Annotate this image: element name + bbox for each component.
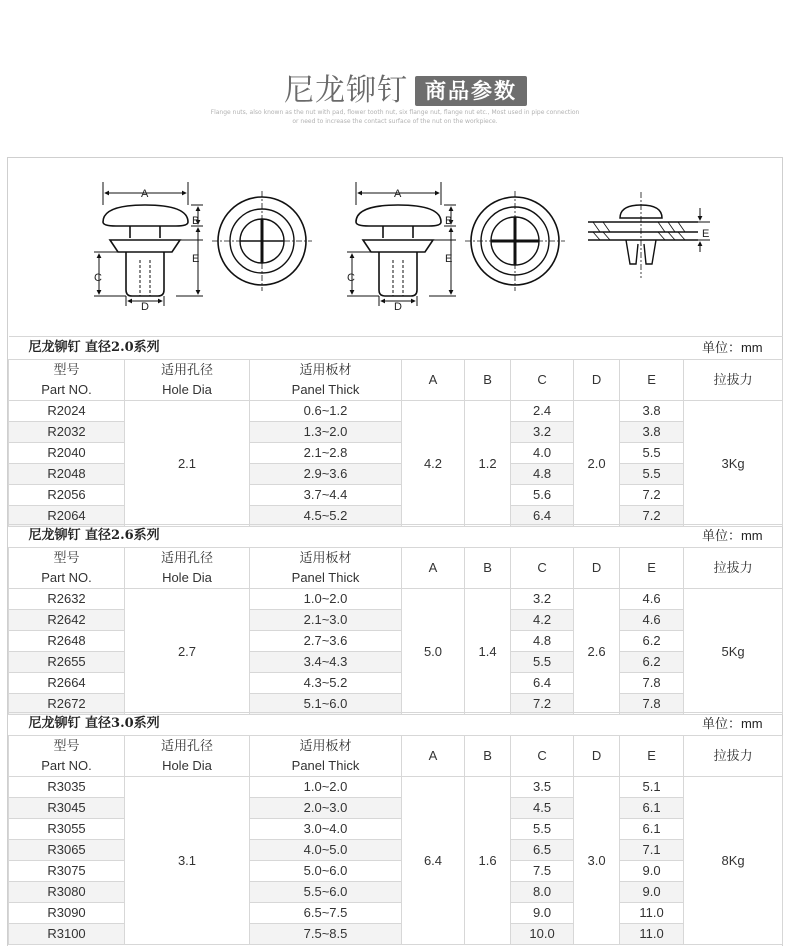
col-a: A bbox=[402, 548, 465, 589]
cell-a: 5.0 bbox=[402, 589, 465, 715]
cell-panel: 2.9~3.6 bbox=[250, 464, 402, 485]
cell-e: 7.8 bbox=[620, 694, 684, 715]
col-pull: 拉拔力 bbox=[684, 736, 783, 777]
cell-panel: 2.7~3.6 bbox=[250, 631, 402, 652]
cell-e: 5.1 bbox=[620, 777, 684, 798]
col-panel bbox=[250, 360, 402, 401]
cell-panel: 5.1~6.0 bbox=[250, 694, 402, 715]
section-header bbox=[9, 713, 783, 736]
cell-e: 7.1 bbox=[620, 840, 684, 861]
table-row bbox=[9, 777, 783, 798]
col-d: D bbox=[574, 360, 620, 401]
col-model bbox=[9, 736, 125, 777]
cell-panel: 1.0~2.0 bbox=[250, 589, 402, 610]
cell-part: R2642 bbox=[9, 610, 125, 631]
cell-e: 9.0 bbox=[620, 861, 684, 882]
cell-d: 2.0 bbox=[574, 401, 620, 527]
cell-e: 9.0 bbox=[620, 882, 684, 903]
col-panel-en: Panel Thick bbox=[291, 382, 360, 397]
col-hole-en: Hole Dia bbox=[162, 570, 212, 585]
col-model-cn: 型号 bbox=[53, 550, 80, 565]
spec-table-2-6 bbox=[8, 524, 783, 715]
cell-hole: 2.7 bbox=[125, 589, 250, 715]
col-panel-cn: 适用板材 bbox=[299, 738, 352, 753]
cell-c: 4.5 bbox=[511, 798, 574, 819]
cell-part: R2664 bbox=[9, 673, 125, 694]
cell-part: R2672 bbox=[9, 694, 125, 715]
cell-part: R3075 bbox=[9, 861, 125, 882]
col-e: E bbox=[620, 548, 684, 589]
section-header bbox=[9, 337, 783, 360]
cell-c: 7.2 bbox=[511, 694, 574, 715]
cell-part: R3045 bbox=[9, 798, 125, 819]
cell-panel: 4.0~5.0 bbox=[250, 840, 402, 861]
col-panel bbox=[250, 548, 402, 589]
col-hole bbox=[125, 548, 250, 589]
cell-e: 11.0 bbox=[620, 924, 684, 945]
cell-panel: 3.7~4.4 bbox=[250, 485, 402, 506]
col-e: E bbox=[620, 360, 684, 401]
cell-pull: 5Kg bbox=[684, 589, 783, 715]
col-b: B bbox=[465, 736, 511, 777]
column-header-row bbox=[9, 736, 783, 777]
cell-c: 5.5 bbox=[511, 652, 574, 673]
cell-a: 6.4 bbox=[402, 777, 465, 945]
cell-panel: 1.0~2.0 bbox=[250, 777, 402, 798]
label-e-2: E bbox=[445, 253, 453, 265]
col-hole bbox=[125, 360, 250, 401]
cell-panel: 4.5~5.2 bbox=[250, 506, 402, 527]
cell-panel: 6.5~7.5 bbox=[250, 903, 402, 924]
spec-table-2-0 bbox=[8, 336, 783, 527]
cell-panel: 7.5~8.5 bbox=[250, 924, 402, 945]
rivet-installed-view bbox=[588, 192, 710, 278]
cell-part: R3090 bbox=[9, 903, 125, 924]
col-model bbox=[9, 360, 125, 401]
section-unit: 单位：mm bbox=[511, 713, 783, 736]
cell-c: 5.5 bbox=[511, 819, 574, 840]
cell-c: 4.2 bbox=[511, 610, 574, 631]
cell-e: 4.6 bbox=[620, 610, 684, 631]
col-panel-en: Panel Thick bbox=[291, 758, 360, 773]
cell-panel: 4.3~5.2 bbox=[250, 673, 402, 694]
subtitle-line-1: Flange nuts, also known as the nut with pad, flower tooth nut, six flange nut, flange nut etc., Most used in pipe connection bbox=[210, 109, 580, 116]
cell-c: 7.5 bbox=[511, 861, 574, 882]
col-pull: 拉拔力 bbox=[684, 360, 783, 401]
cell-c: 3.5 bbox=[511, 777, 574, 798]
cell-part: R2648 bbox=[9, 631, 125, 652]
page-header bbox=[0, 72, 790, 112]
cell-part: R2632 bbox=[9, 589, 125, 610]
section-title: 尼龙铆钉 直径3.0系列 bbox=[9, 713, 511, 736]
cell-e: 3.8 bbox=[620, 422, 684, 443]
cell-c: 6.5 bbox=[511, 840, 574, 861]
col-d: D bbox=[574, 548, 620, 589]
page-title: 尼龙铆钉 bbox=[284, 73, 408, 108]
cell-e: 5.5 bbox=[620, 443, 684, 464]
label-a-1: A bbox=[141, 188, 149, 200]
page-subtitle bbox=[0, 108, 790, 126]
cell-part: R3035 bbox=[9, 777, 125, 798]
section-title: 尼龙铆钉 直径2.6系列 bbox=[9, 525, 511, 548]
cell-panel: 3.4~4.3 bbox=[250, 652, 402, 673]
col-pull: 拉拔力 bbox=[684, 548, 783, 589]
cell-part: R3055 bbox=[9, 819, 125, 840]
cell-panel: 2.1~2.8 bbox=[250, 443, 402, 464]
col-hole-en: Hole Dia bbox=[162, 382, 212, 397]
cell-c: 2.4 bbox=[511, 401, 574, 422]
label-e-1: E bbox=[192, 253, 200, 265]
cell-e: 3.8 bbox=[620, 401, 684, 422]
cell-e: 11.0 bbox=[620, 903, 684, 924]
col-model-en: Part NO. bbox=[41, 570, 92, 585]
cell-part: R2032 bbox=[9, 422, 125, 443]
cell-c: 10.0 bbox=[511, 924, 574, 945]
section-header bbox=[9, 525, 783, 548]
label-d-2: D bbox=[394, 301, 402, 313]
cell-e: 4.6 bbox=[620, 589, 684, 610]
col-panel-en: Panel Thick bbox=[291, 570, 360, 585]
col-model-cn: 型号 bbox=[53, 362, 80, 377]
cell-part: R2064 bbox=[9, 506, 125, 527]
cell-e: 7.2 bbox=[620, 506, 684, 527]
section-unit: 单位：mm bbox=[511, 337, 783, 360]
col-hole-cn: 适用孔径 bbox=[160, 738, 213, 753]
rivet-side-view-2 bbox=[347, 182, 456, 306]
cell-c: 3.2 bbox=[511, 422, 574, 443]
cell-c: 4.8 bbox=[511, 631, 574, 652]
cell-panel: 2.1~3.0 bbox=[250, 610, 402, 631]
section-unit: 单位：mm bbox=[511, 525, 783, 548]
cell-part: R2040 bbox=[9, 443, 125, 464]
cell-e: 6.2 bbox=[620, 652, 684, 673]
col-model bbox=[9, 548, 125, 589]
cell-part: R3100 bbox=[9, 924, 125, 945]
cell-part: R3080 bbox=[9, 882, 125, 903]
cell-c: 5.6 bbox=[511, 485, 574, 506]
col-b: B bbox=[465, 360, 511, 401]
rivet-drawings-svg bbox=[8, 160, 782, 334]
label-a-2: A bbox=[394, 188, 402, 200]
cell-hole: 3.1 bbox=[125, 777, 250, 945]
col-model-en: Part NO. bbox=[41, 758, 92, 773]
cell-part: R2048 bbox=[9, 464, 125, 485]
label-b-2: B bbox=[445, 215, 453, 227]
spec-table-3-0 bbox=[8, 712, 783, 945]
technical-drawings bbox=[8, 160, 782, 334]
cell-e: 7.8 bbox=[620, 673, 684, 694]
table-row bbox=[9, 401, 783, 422]
rivet-side-view-1 bbox=[94, 182, 203, 306]
cell-panel: 0.6~1.2 bbox=[250, 401, 402, 422]
cell-part: R3065 bbox=[9, 840, 125, 861]
cell-part: R2024 bbox=[9, 401, 125, 422]
label-e-3: E bbox=[702, 228, 710, 240]
cell-c: 4.8 bbox=[511, 464, 574, 485]
column-header-row bbox=[9, 360, 783, 401]
cell-e: 6.1 bbox=[620, 798, 684, 819]
cell-e: 6.2 bbox=[620, 631, 684, 652]
cell-hole: 2.1 bbox=[125, 401, 250, 527]
col-hole-cn: 适用孔径 bbox=[160, 550, 213, 565]
col-a: A bbox=[402, 736, 465, 777]
cell-b: 1.2 bbox=[465, 401, 511, 527]
cell-c: 8.0 bbox=[511, 882, 574, 903]
label-c-2: C bbox=[347, 272, 355, 284]
col-a: A bbox=[402, 360, 465, 401]
col-hole bbox=[125, 736, 250, 777]
cell-e: 6.1 bbox=[620, 819, 684, 840]
cell-part: R2056 bbox=[9, 485, 125, 506]
cell-d: 3.0 bbox=[574, 777, 620, 945]
rivet-top-view-1 bbox=[212, 191, 312, 291]
cell-panel: 3.0~4.0 bbox=[250, 819, 402, 840]
cell-pull: 3Kg bbox=[684, 401, 783, 527]
col-panel-cn: 适用板材 bbox=[299, 362, 352, 377]
cell-pull: 8Kg bbox=[684, 777, 783, 945]
cell-c: 3.2 bbox=[511, 589, 574, 610]
cell-c: 9.0 bbox=[511, 903, 574, 924]
column-header-row bbox=[9, 548, 783, 589]
col-model-cn: 型号 bbox=[53, 738, 80, 753]
cell-a: 4.2 bbox=[402, 401, 465, 527]
cell-e: 5.5 bbox=[620, 464, 684, 485]
cell-c: 6.4 bbox=[511, 673, 574, 694]
col-panel-cn: 适用板材 bbox=[299, 550, 352, 565]
cell-e: 7.2 bbox=[620, 485, 684, 506]
col-panel bbox=[250, 736, 402, 777]
col-hole-cn: 适用孔径 bbox=[160, 362, 213, 377]
col-model-en: Part NO. bbox=[41, 382, 92, 397]
cell-c: 4.0 bbox=[511, 443, 574, 464]
cell-b: 1.6 bbox=[465, 777, 511, 945]
table-row bbox=[9, 589, 783, 610]
col-c: C bbox=[511, 548, 574, 589]
cell-panel: 2.0~3.0 bbox=[250, 798, 402, 819]
col-b: B bbox=[465, 548, 511, 589]
title-badge: 商品参数 bbox=[415, 76, 527, 106]
label-c-1: C bbox=[94, 272, 102, 284]
cell-panel: 1.3~2.0 bbox=[250, 422, 402, 443]
subtitle-line-2: or need to increase the contact surface of the nut on the workpiece. bbox=[292, 118, 498, 125]
col-hole-en: Hole Dia bbox=[162, 758, 212, 773]
cell-panel: 5.0~6.0 bbox=[250, 861, 402, 882]
col-d: D bbox=[574, 736, 620, 777]
rivet-top-view-2 bbox=[465, 191, 565, 291]
cell-b: 1.4 bbox=[465, 589, 511, 715]
section-title: 尼龙铆钉 直径2.0系列 bbox=[9, 337, 511, 360]
cell-part: R2655 bbox=[9, 652, 125, 673]
label-b-1: B bbox=[192, 215, 200, 227]
label-d-1: D bbox=[141, 301, 149, 313]
col-c: C bbox=[511, 360, 574, 401]
cell-panel: 5.5~6.0 bbox=[250, 882, 402, 903]
col-e: E bbox=[620, 736, 684, 777]
cell-c: 6.4 bbox=[511, 506, 574, 527]
cell-d: 2.6 bbox=[574, 589, 620, 715]
col-c: C bbox=[511, 736, 574, 777]
